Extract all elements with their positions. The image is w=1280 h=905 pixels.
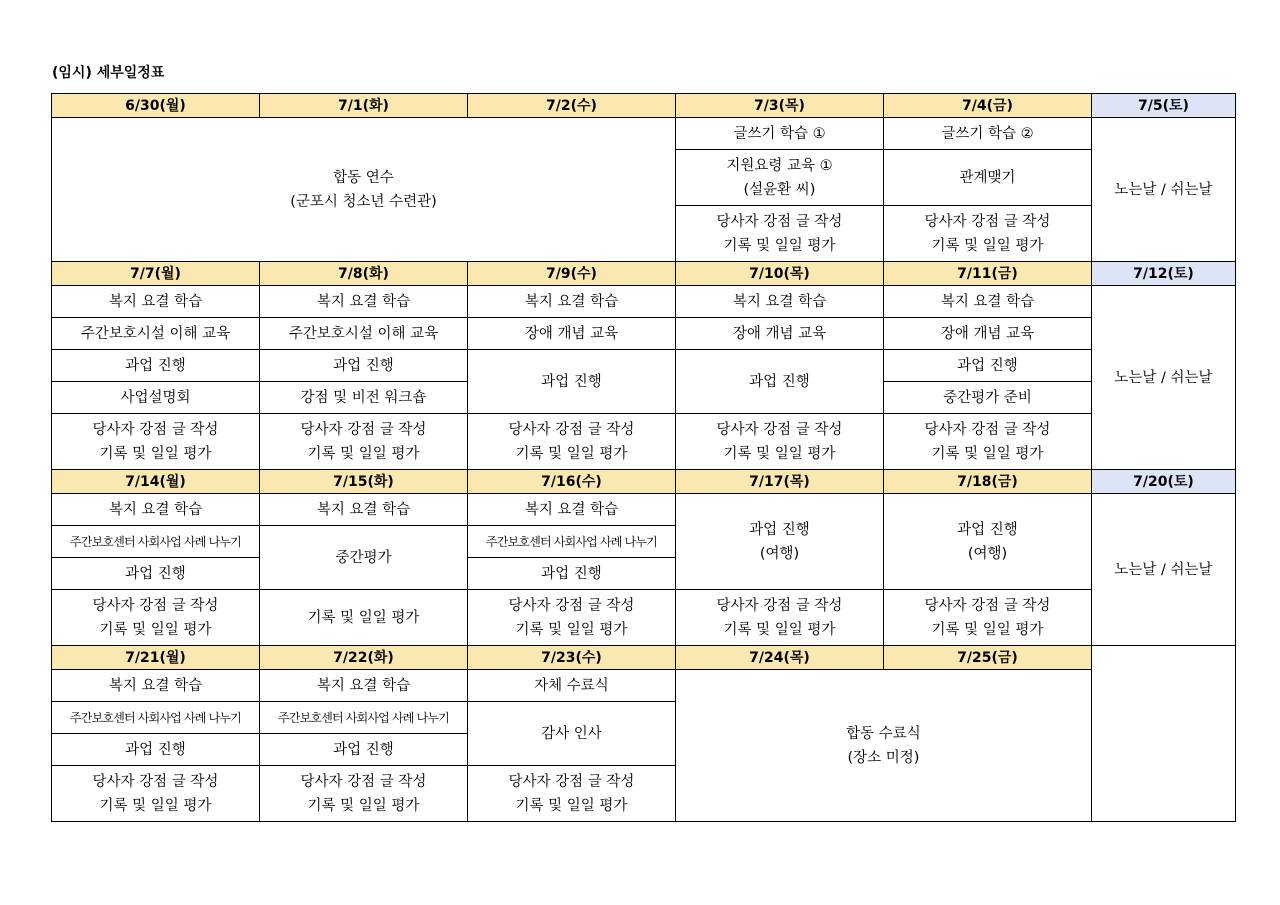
schedule-table (51, 93, 1236, 822)
schedule-cell (260, 670, 468, 702)
schedule-item: 과업 진행 (749, 373, 810, 390)
day-header: 7/24(목) (676, 646, 884, 670)
schedule-cell (52, 766, 260, 822)
schedule-cell (52, 734, 260, 766)
schedule-item: 기록 및 일일 평가 (307, 609, 420, 626)
schedule-item: 당사자 강점 글 작성 기록 및 일일 평가 (508, 773, 635, 814)
schedule-item: 복지 요결 학습 (108, 677, 203, 694)
saturday-cell (1092, 118, 1236, 262)
schedule-cell (676, 286, 884, 318)
day-header: 7/10(목) (676, 262, 884, 286)
schedule-item: 당사자 강점 글 작성 기록 및 일일 평가 (92, 773, 219, 814)
schedule-item: 중간평가 (335, 549, 392, 566)
schedule-item: 당사자 강점 글 작성 기록 및 일일 평가 (924, 213, 1051, 254)
schedule-item: 당사자 강점 글 작성 기록 및 일일 평가 (92, 597, 219, 638)
week1-header-row (52, 94, 1236, 118)
week2-header-row (52, 262, 1236, 286)
document-title: (임시) 세부일정표 (52, 65, 165, 81)
schedule-cell (260, 350, 468, 382)
saturday-header: 7/20(토) (1092, 470, 1236, 494)
joint-training-cell (52, 118, 676, 262)
schedule-cell (676, 414, 884, 470)
schedule-cell (468, 590, 676, 646)
schedule-item: 과업 진행 (333, 741, 394, 758)
schedule-cell (52, 702, 260, 734)
schedule-cell (52, 558, 260, 590)
schedule-item: 당사자 강점 글 작성 기록 및 일일 평가 (508, 421, 635, 462)
schedule-cell (52, 286, 260, 318)
day-header: 7/17(목) (676, 470, 884, 494)
closing-ceremony-cell (676, 670, 1092, 822)
schedule-cell (676, 494, 884, 590)
schedule-cell (468, 558, 676, 590)
day-header: 7/22(화) (260, 646, 468, 670)
day-header: 7/14(월) (52, 470, 260, 494)
schedule-item: 복지 요결 학습 (316, 293, 411, 310)
schedule-cell (884, 206, 1092, 262)
day-header: 7/25(금) (884, 646, 1092, 670)
schedule-cell (52, 526, 260, 558)
schedule-cell (260, 382, 468, 414)
schedule-cell (884, 382, 1092, 414)
schedule-cell (52, 414, 260, 470)
schedule-cell (260, 414, 468, 470)
schedule-cell (884, 414, 1092, 470)
schedule-cell (676, 206, 884, 262)
day-header: 6/30(월) (52, 94, 260, 118)
week3-header-row (52, 470, 1236, 494)
day-header: 7/9(수) (468, 262, 676, 286)
schedule-item: 노는날 / 쉬는날 (1114, 369, 1213, 386)
schedule-item: 장애 개념 교육 (732, 325, 827, 342)
schedule-cell (676, 150, 884, 206)
schedule-item: 당사자 강점 글 작성 기록 및 일일 평가 (300, 421, 427, 462)
schedule-item: 과업 진행 (957, 357, 1018, 374)
schedule-cell (676, 350, 884, 414)
saturday-cell (1092, 494, 1236, 646)
schedule-cell (468, 702, 676, 766)
schedule-item: 과업 진행 (541, 565, 602, 582)
schedule-cell (468, 766, 676, 822)
schedule-cell (468, 494, 676, 526)
day-header: 7/16(수) (468, 470, 676, 494)
day-header: 7/7(월) (52, 262, 260, 286)
schedule-item: 주간보호센터 사회사업 사례 나누기 (278, 710, 449, 725)
schedule-item: 과업 진행 (541, 373, 602, 390)
schedule-item: 과업 진행 (125, 565, 186, 582)
schedule-item: 복지 요결 학습 (108, 293, 203, 310)
schedule-item: 복지 요결 학습 (108, 501, 203, 518)
schedule-item: 복지 요결 학습 (316, 501, 411, 518)
schedule-item: 주간보호시설 이해 교육 (80, 325, 231, 342)
schedule-item: 과업 진행 (125, 741, 186, 758)
schedule-cell (884, 318, 1092, 350)
schedule-item: 과업 진행 (333, 357, 394, 374)
schedule-item: 장애 개념 교육 (940, 325, 1035, 342)
schedule-item: 자체 수료식 (534, 677, 609, 694)
schedule-item: 복지 요결 학습 (524, 293, 619, 310)
schedule-cell (260, 526, 468, 590)
day-header: 7/15(화) (260, 470, 468, 494)
schedule-item: 복지 요결 학습 (940, 293, 1035, 310)
schedule-item: 복지 요결 학습 (524, 501, 619, 518)
schedule-item: 노는날 / 쉬는날 (1114, 561, 1213, 578)
day-header: 7/4(금) (884, 94, 1092, 118)
schedule-cell (884, 494, 1092, 590)
schedule-cell (468, 414, 676, 470)
schedule-cell (260, 494, 468, 526)
schedule-item: 사업설명회 (120, 389, 191, 406)
schedule-item: 중간평가 준비 (943, 389, 1032, 406)
schedule-cell (676, 318, 884, 350)
schedule-item: 당사자 강점 글 작성 기록 및 일일 평가 (300, 773, 427, 814)
schedule-item: 주간보호시설 이해 교육 (288, 325, 439, 342)
schedule-item: 합동 연수 (군포시 청소년 수련관) (290, 169, 437, 210)
schedule-cell (52, 350, 260, 382)
schedule-cell (260, 318, 468, 350)
day-header: 7/11(금) (884, 262, 1092, 286)
schedule-item: 복지 요결 학습 (316, 677, 411, 694)
schedule-cell (468, 286, 676, 318)
schedule-item: 장애 개념 교육 (524, 325, 619, 342)
schedule-cell (884, 118, 1092, 150)
schedule-item: 글쓰기 학습 ② (941, 125, 1034, 142)
schedule-item: 감사 인사 (541, 725, 602, 742)
schedule-item: 당사자 강점 글 작성 기록 및 일일 평가 (716, 597, 843, 638)
schedule-cell (468, 318, 676, 350)
schedule-item: 과업 진행 (125, 357, 186, 374)
day-header: 7/3(목) (676, 94, 884, 118)
schedule-cell (884, 150, 1092, 206)
schedule-item: 합동 수료식 (장소 미정) (846, 725, 921, 766)
schedule-cell (468, 526, 676, 558)
schedule-item: 과업 진행 (여행) (749, 521, 810, 562)
day-header: 7/21(월) (52, 646, 260, 670)
schedule-item: 관계맺기 (959, 169, 1016, 186)
schedule-item: 당사자 강점 글 작성 기록 및 일일 평가 (924, 421, 1051, 462)
schedule-cell (52, 318, 260, 350)
schedule-item: 노는날 / 쉬는날 (1114, 181, 1213, 198)
schedule-cell (260, 286, 468, 318)
schedule-cell (260, 702, 468, 734)
schedule-item: 당사자 강점 글 작성 기록 및 일일 평가 (716, 213, 843, 254)
schedule-cell (260, 734, 468, 766)
schedule-cell (52, 590, 260, 646)
saturday-header: 7/12(토) (1092, 262, 1236, 286)
day-header: 7/8(화) (260, 262, 468, 286)
schedule-item: 글쓰기 학습 ① (733, 125, 826, 142)
schedule-cell (468, 670, 676, 702)
schedule-item: 강점 및 비전 워크숍 (300, 389, 427, 406)
schedule-cell (260, 590, 468, 646)
saturday-cell (1092, 286, 1236, 470)
schedule-item: 복지 요결 학습 (732, 293, 827, 310)
schedule-item: 당사자 강점 글 작성 기록 및 일일 평가 (716, 421, 843, 462)
schedule-cell (676, 590, 884, 646)
schedule-item: 당사자 강점 글 작성 기록 및 일일 평가 (508, 597, 635, 638)
day-header: 7/23(수) (468, 646, 676, 670)
day-header: 7/1(화) (260, 94, 468, 118)
day-header: 7/2(수) (468, 94, 676, 118)
schedule-cell (52, 382, 260, 414)
schedule-cell (884, 350, 1092, 382)
empty-cell (1092, 646, 1236, 822)
schedule-item: 과업 진행 (여행) (957, 521, 1018, 562)
schedule-cell (676, 118, 884, 150)
schedule-item: 당사자 강점 글 작성 기록 및 일일 평가 (92, 421, 219, 462)
schedule-cell (884, 590, 1092, 646)
week4-header-row (52, 646, 1236, 670)
schedule-item: 주간보호센터 사회사업 사례 나누기 (486, 534, 657, 549)
schedule-item: 주간보호센터 사회사업 사례 나누기 (70, 534, 241, 549)
schedule-cell (884, 286, 1092, 318)
saturday-header: 7/5(토) (1092, 94, 1236, 118)
schedule-item: 주간보호센터 사회사업 사례 나누기 (70, 710, 241, 725)
schedule-cell (52, 670, 260, 702)
schedule-cell (468, 350, 676, 414)
schedule-item: 지원요령 교육 ① (설윤환 씨) (726, 157, 833, 198)
day-header: 7/18(금) (884, 470, 1092, 494)
schedule-cell (52, 494, 260, 526)
schedule-cell (260, 766, 468, 822)
schedule-item: 당사자 강점 글 작성 기록 및 일일 평가 (924, 597, 1051, 638)
